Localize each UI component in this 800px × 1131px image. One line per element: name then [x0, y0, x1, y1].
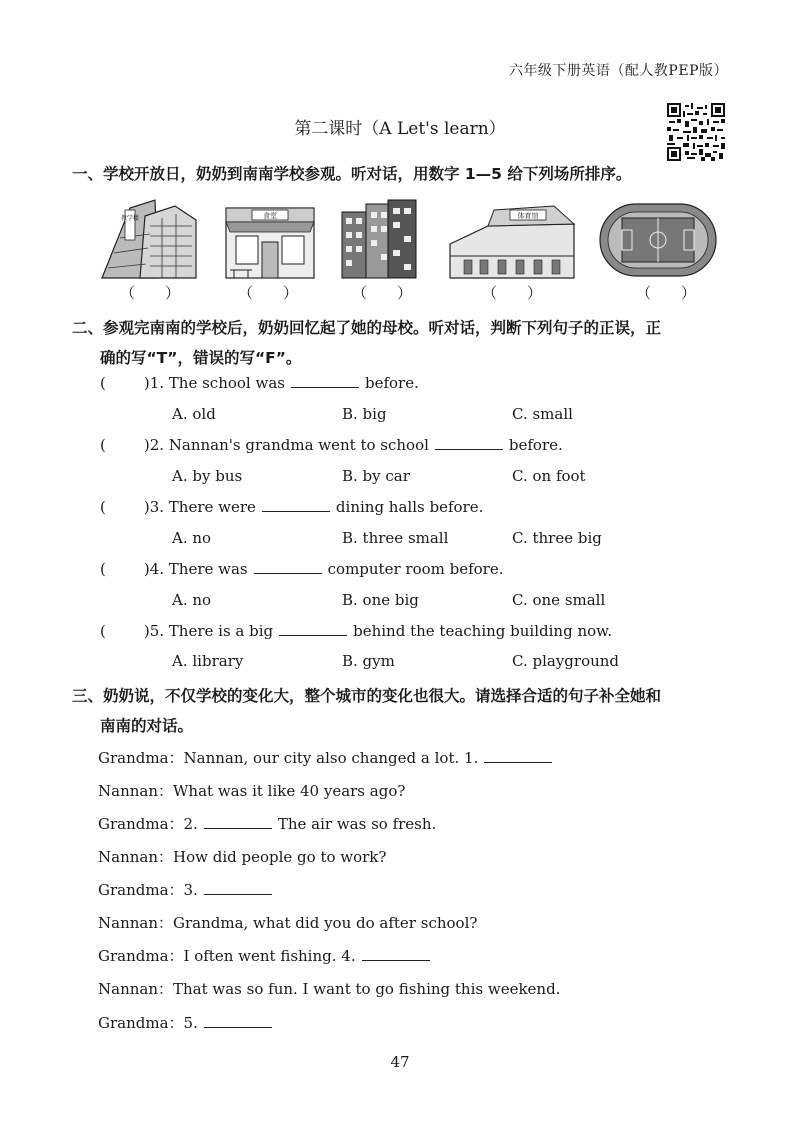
fill-blank[interactable] [254, 572, 322, 574]
section-2-heading-line-1: 二、参观完南南的学校后，奶奶回忆起了她的母校。听对话，判断下列句子的正误，正 [72, 319, 662, 337]
q2-option-a[interactable]: A. by bus [172, 467, 243, 485]
answer-blank-5[interactable]: （ ） [636, 284, 697, 302]
answer-blank-2[interactable]: （ ） [238, 284, 299, 302]
section-3-heading-line-2: 南南的对话。 [100, 717, 194, 735]
answer-blank-4[interactable]: （ ） [482, 284, 543, 302]
q3-option-b[interactable]: B. three small [342, 529, 449, 547]
section-3-heading-line-1: 三、奶奶说，不仅学校的变化大，整个城市的变化也很大。请选择合适的句子补全她和 [72, 687, 662, 705]
q4-option-b[interactable]: B. one big [342, 591, 419, 609]
dialogue-line-8: Nannan：That was so fun. I want to go fishing this weekend. [98, 980, 561, 998]
dialogue-line-4: Nannan：How did people go to work? [98, 848, 387, 866]
fill-blank[interactable] [435, 448, 503, 450]
q3-option-c[interactable]: C. three big [512, 529, 602, 547]
paren-open[interactable]: ( [100, 374, 106, 392]
question-4: ( )4. There was computer room before. [100, 560, 504, 578]
section-2-heading-line-2: 确的写“T”，错误的写“F”。 [100, 349, 302, 367]
answer-blank-1[interactable]: （ ） [120, 284, 181, 302]
dialogue-line-5: Grandma：3. [98, 879, 278, 900]
question-2: ( )2. Nannan's grandma went to school before. [100, 436, 563, 454]
q5-option-a[interactable]: A. library [172, 652, 244, 670]
book-header: 六年级下册英语（配人教PEP版） [508, 63, 728, 79]
answer-blank-3[interactable]: （ ） [352, 284, 413, 302]
page-number: 47 [390, 1053, 410, 1071]
pic-4-label: 体育馆 [517, 212, 539, 220]
dialogue-line-2: Nannan：What was it like 40 years ago? [98, 782, 406, 800]
gym-icon [448, 198, 576, 280]
q2-option-b[interactable]: B. by car [342, 467, 410, 485]
dialogue-line-3: Grandma：2. The air was so fresh. [98, 815, 437, 833]
question-5: ( )5. There is a big behind the teaching building now. [100, 622, 612, 640]
dialogue-line-1: Grandma：Nannan, our city also changed a lot. 1. [98, 747, 558, 768]
playground-icon [598, 198, 718, 280]
fill-blank[interactable] [362, 959, 430, 961]
q5-option-b[interactable]: B. gym [342, 652, 395, 670]
fill-blank[interactable] [262, 510, 330, 512]
svg-text:食堂: 食堂 [263, 212, 277, 220]
canteen-icon [222, 198, 318, 280]
section-1-heading: 一、学校开放日，奶奶到南南学校参观。听对话，用数字 1—5 给下列场所排序。 [72, 165, 632, 183]
q3-option-a[interactable]: A. no [172, 529, 212, 547]
fill-blank[interactable] [204, 1026, 272, 1028]
fill-blank[interactable] [204, 827, 272, 829]
q1-option-b[interactable]: B. big [342, 405, 387, 423]
question-3: ( )3. There were dining halls before. [100, 498, 484, 516]
q4-option-c[interactable]: C. one small [512, 591, 606, 609]
q2-option-c[interactable]: C. on foot [512, 467, 586, 485]
q1-option-a[interactable]: A. old [172, 405, 216, 423]
lesson-title: 第二课时（A Let's learn） [294, 119, 506, 139]
teaching-building-icon [100, 198, 200, 280]
building-block-icon [338, 198, 420, 280]
q4-option-a[interactable]: A. no [172, 591, 212, 609]
qr-code-icon [667, 103, 725, 161]
fill-blank[interactable] [204, 893, 272, 895]
q5-option-c[interactable]: C. playground [512, 652, 620, 670]
fill-blank[interactable] [484, 761, 552, 763]
dialogue-line-6: Nannan：Grandma, what did you do after school? [98, 914, 478, 932]
fill-blank[interactable] [279, 634, 347, 636]
pic-1-label: 教学楼 [120, 215, 140, 222]
fill-blank[interactable] [291, 386, 359, 388]
question-1: ( )1. The school was before. [100, 374, 419, 392]
q1-option-c[interactable]: C. small [512, 405, 573, 423]
dialogue-line-9: Grandma：5. [98, 1012, 278, 1033]
dialogue-line-7: Grandma：I often went fishing. 4. [98, 945, 436, 966]
